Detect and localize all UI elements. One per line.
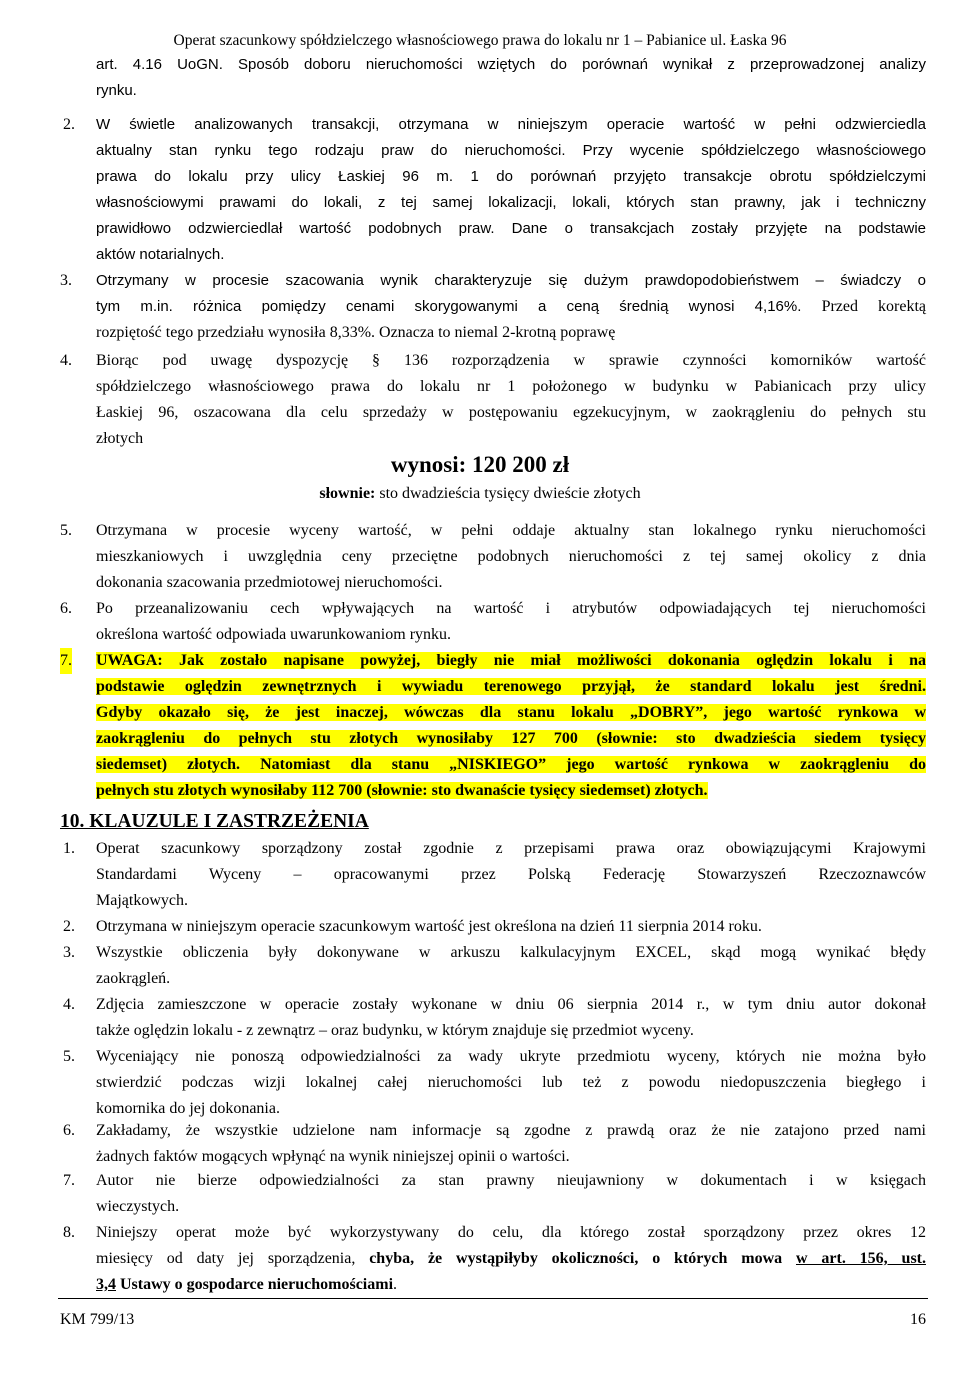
clause-8-line-2c: w art. 156, ust. [795,1250,926,1267]
item-number-6: 6. [60,600,72,617]
item-number-2: 2. [63,116,75,133]
clause-6-line-1: Zakładamy, że wszystkie udzielone nam informacje są zgodne z prawdą oraz że nie zatajono przed nami [96,1122,926,1139]
item-7-line-4 [96,726,926,752]
clause-8-line-2b: chyba, że wystąpiłyby okoliczności, o których mowa [369,1250,796,1267]
item-2-line-4: własnościowymi prawami do lokali, z tej samej lokalizacji, lokali, których stan prawny, jak i techniczny [96,194,926,211]
clause-2-line-1: Otrzymana w niniejszym operacie szacunkowym wartość jest określona na dzień 11 sierpnia 2014 roku. [96,918,762,935]
item-6-line-2: określona wartość odpowiada uwarunkowaniom rynku. [96,626,452,643]
item-7-line-2-text: podstawie oględzin zewnętrznych i wywiadu terenowego przyjął, że standard lokalu jest średni. [96,678,926,695]
clause-4 [96,992,926,1044]
clause-7 [96,1168,926,1220]
clause-6-line-2: żadnych faktów mogących wpłynąć na wynik niniejszej opinii o wartości. [96,1148,570,1165]
value-words-text: sto dwadzieścia tysięcy dwieście złotych [375,485,641,502]
clause-1 [96,836,926,914]
item-number-4: 4. [60,352,72,369]
value-amount: wynosi: 120 200 zł [390,452,570,477]
clause-8-line-3a: 3,4 [96,1276,116,1293]
item-7-line-3-text: Gdyby okazało się, że jest inaczej, wówczas dla stanu lokalu „DOBRY”, jego wartość rynkowa w [96,704,926,721]
item-2-line-5b: Dane o transakcjach zostały przyjęte na podstawie [511,220,926,237]
item-3-line-3: rozpiętość tego przedziału wynosiła 8,33%. Oznacza to niemal 2-krotną poprawę [96,324,616,341]
item-number-7: 7. [60,648,72,674]
item-7-line-6-text: pełnych stu złotych wynosiłaby 112 700 (słownie: sto dwanaście tysięcy siedemset) złotych. [96,782,708,799]
clause-6 [96,1118,926,1170]
clause-number-2: 2. [63,918,75,935]
item-3-line-2b: Przed korektą [821,298,926,315]
item-7-line-6 [96,778,926,804]
intro-paragraph [96,52,926,104]
intro-line-1: art. 4.16 UoGN. Sposób doboru nieruchomości wziętych do porównań wynikał z przeprowadzonej analizy [96,56,926,73]
footer-reference: KM 799/13 [60,1311,135,1328]
item-3-line-2 [96,294,926,320]
value-in-words [0,485,960,503]
clause-5-line-3: komornika do jej dokonania. [96,1100,280,1117]
clause-7-line-2: wieczystych. [96,1198,180,1215]
item-3-line-1: Otrzymany w procesie szacowania wynik charakteryzuje się dużym prawdopodobieństwem – świadczy o [96,272,926,289]
clause-2 [96,914,926,940]
item-7-line-1-text: UWAGA: Jak zostało napisane powyżej, biegły nie miał możliwości dokonania oględzin lokalu i na [96,652,926,669]
section-heading: 10. KLAUZULE I ZASTRZEŻENIA [60,811,369,832]
clause-5-line-1: Wyceniający nie ponoszą odpowiedzialności za wady ukryte przedmiotu wyceny, których nie można było [96,1048,926,1065]
item-number-3: 3. [60,272,72,289]
item-7-line-1 [96,648,926,674]
item-2-line-5a: prawidłowo odzwierciedlał wartość podobnych praw. [96,220,512,237]
clause-number-8: 8. [63,1224,75,1241]
item-7-line-2 [96,674,926,700]
item-2-line-2 [96,138,926,164]
item-4-line-2: spółdzielczego własnościowego prawa do lokalu nr 1 położonego w budynku w Pabianicach przy ulicy [96,378,926,395]
clause-8-line-3 [96,1272,926,1298]
value-words-label: słownie: [319,485,376,502]
clause-8-line-2a: miesięcy od daty jej sporządzenia, [96,1250,370,1267]
clause-8-line-3c: . [393,1276,398,1293]
clause-number-7: 7. [63,1172,75,1189]
item-4-line-4: złotych [96,430,144,447]
item-2-line-1: W świetle analizowanych transakcji, otrzymana w niniejszym operacie wartość w pełni odzwierciedla [96,116,926,133]
item-3-paragraph [96,268,926,346]
clause-8-line-2 [96,1246,926,1272]
item-number-5: 5. [60,522,72,539]
item-3-line-2a: tym m.in. różnica pomiędzy cenami skorygowanymi a ceną średnią wynosi 4,16%. [96,298,822,315]
clause-number-6: 6. [63,1122,75,1139]
page-number: 16 [910,1311,926,1328]
item-5-line-1: Otrzymana w procesie wyceny wartość, w pełni oddaje aktualny stan lokalnego rynku nieruchomości [96,522,926,539]
item-7-line-5-text: siedemset) złotych. Natomiast dla stanu „NISKIEGO” jego wartość rynkowa w zaokrągleniu do [96,756,926,773]
clause-5-line-2: stwierdzić podczas wizji lokalnej całej nieruchomości lub też z powodu niedopuszczenia biegłego i [96,1074,926,1091]
intro-line-2: rynku. [96,82,137,99]
clause-number-5: 5. [63,1048,75,1065]
item-2-line-5 [96,216,926,242]
item-5-paragraph [96,518,926,596]
item-5-line-3: dokonania szacowania przedmiotowej nieruchomości. [96,574,443,591]
item-7-paragraph [96,648,926,804]
footer-divider [58,1298,928,1299]
item-2-line-3 [96,164,926,190]
clause-8-line-3b: Ustawy o gospodarce nieruchomościami [116,1276,394,1293]
clause-4-line-2: także oględzin lokalu - z zewnątrz – oraz budynku, w którym znajduje się przedmiot wyceny. [96,1022,694,1039]
item-2-line-6: aktów notarialnych. [96,246,225,263]
item-5-line-2: mieszkaniowych i uwzględnia ceny przeciętne podobnych nieruchomości z tej samej okolicy z dnia [96,548,926,565]
item-7-line-5 [96,752,926,778]
item-2-line-2b: Przy wycenie spółdzielczego własnościowego [582,142,926,159]
clause-number-3: 3. [63,944,75,961]
item-7-line-3 [96,700,926,726]
clause-1-line-3: Majątkowych. [96,892,188,909]
clause-number-1: 1. [63,840,75,857]
item-4-paragraph [96,348,926,452]
item-2-line-2a: aktualny stan rynku tego rodzaju praw do nieruchomości. [96,142,583,159]
clause-7-line-1: Autor nie bierze odpowiedzialności za stan prawny nieujawniony w dokumentach i w księgach [96,1172,926,1189]
clause-3 [96,940,926,992]
clause-1-line-2: Standardami Wyceny – opracowanymi przez Polską Federację Stowarzyszeń Rzeczoznawców [96,866,926,883]
item-6-paragraph [96,596,926,648]
item-2-paragraph [96,112,926,268]
item-2-line-3b: 1 do porównań przyjęto transakcje obrotu spółdzielczymi [470,168,926,185]
clause-4-line-1: Zdjęcia zamieszczone w operacie zostały wykonane w dniu 06 sierpnia 2014 r., w tym dniu autor dokonał [96,996,926,1013]
clause-8-line-1: Niniejszy operat może być wykorzystywany do celu, dla którego został sporządzony przez okres 12 [96,1224,926,1241]
clause-number-4: 4. [63,996,75,1013]
item-6-line-1: Po przeanalizowaniu cech wpływających na wartość i atrybutów odpowiadających tej nieruchomości [96,600,926,617]
item-4-line-1: Biorąc pod uwagę dyspozycję § 136 rozporządzenia w sprawie czynności komorników wartość [96,352,926,369]
clause-5 [96,1044,926,1122]
clause-3-line-2: zaokrągleń. [96,970,171,987]
clause-3-line-1: Wszystkie obliczenia były dokonywane w arkuszu kalkulacyjnym EXCEL, skąd mogą wynikać błędy [96,944,926,961]
clause-1-line-1: Operat szacunkowy sporządzony został zgodnie z przepisami prawa oraz obowiązującymi Krajowymi [96,840,926,857]
item-7-line-4-text: zaokrągleniu do pełnych stu złotych wynosiłaby 127 700 (słownie: sto dwadzieścia siedem tysięcy [96,730,926,747]
page-header: Operat szacunkowy spółdzielczego własnościowego prawa do lokalu nr 1 – Pabianice ul. Łaska 96 [173,32,787,49]
clause-8 [96,1220,926,1298]
item-4-line-3: Łaskiej 96, oszacowana dla celu sprzedaży w postępowaniu egzekucyjnym, w zaokrągleniu do pełnych stu [96,404,926,421]
item-2-line-3a: prawa do lokalu przy ulicy Łaskiej 96 m. [96,168,471,185]
